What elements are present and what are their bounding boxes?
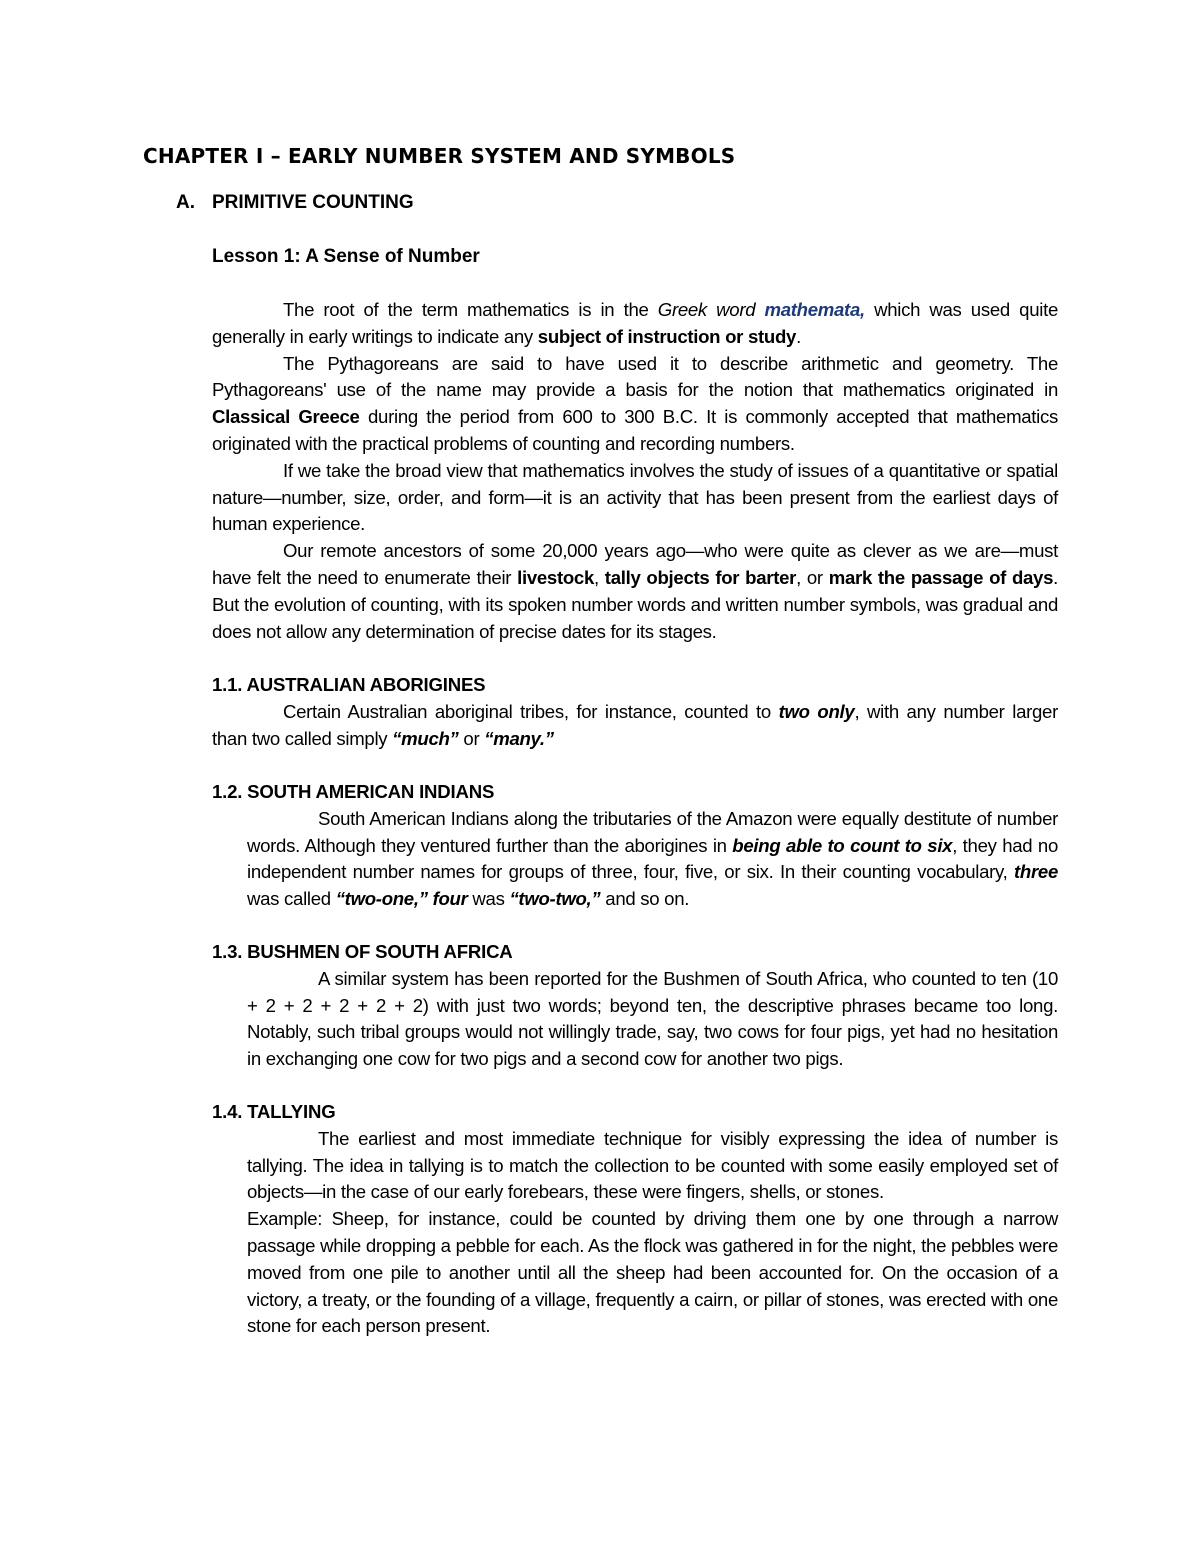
emphasis-much: “much” bbox=[392, 727, 459, 749]
emphasis-subject: subject of instruction or study bbox=[537, 325, 797, 347]
text-run: . But the evolution of counting, with its spoken number words and written number symbols, was gradual and does not allow any determination of precise dates for its stages. bbox=[212, 566, 1059, 642]
text-run: and so on. bbox=[600, 888, 690, 910]
text-run: The Pythagoreans are said to have used it to describe arithmetic and geometry. The Pythagoreans' use of the name may provide a basis for the notion that mathematics originated in bbox=[212, 352, 1058, 401]
text-run: South American Indians along the tributaries of the Amazon were equally destitute of number words. Although they ventured further than the aborigines in bbox=[247, 807, 1058, 856]
section-bushmen bbox=[212, 939, 1058, 1073]
text-run: was bbox=[467, 888, 510, 910]
intro-paragraph-3: If we take the broad view that mathematics involves the study of issues of a quantitative or spatial nature—number, size, order, and form—it is an activity that has been present from the earliest days of human experience. bbox=[212, 459, 1058, 535]
text-run: , bbox=[594, 566, 605, 588]
text-run: The root of the term mathematics is in the bbox=[283, 299, 658, 320]
subsection-paragraph bbox=[247, 806, 1058, 913]
section-title: PRIMITIVE COUNTING bbox=[212, 192, 414, 213]
subsection-heading: 1.1. AUSTRALIAN ABORIGINES bbox=[212, 674, 486, 695]
subsection-heading: 1.4. TALLYING bbox=[212, 1101, 336, 1122]
text-run: Certain Australian aboriginal tribes, for instance, counted to bbox=[283, 700, 779, 722]
chapter-title: CHAPTER I – EARLY NUMBER SYSTEM AND SYMBOLS bbox=[143, 144, 736, 168]
emphasis-two-only: two only bbox=[778, 700, 855, 722]
subsection-heading: 1.2. SOUTH AMERICAN INDIANS bbox=[212, 781, 495, 802]
intro-paragraph-4 bbox=[212, 538, 1058, 645]
subsection-paragraph: The earliest and most immediate technique for visibly expressing the idea of number is tallying. The idea in tallying is to match the collection to be counted with some easily employed set of objects—in the case of our early forebears, these were fingers, shells, or stones. bbox=[247, 1127, 1058, 1203]
text-run bbox=[755, 299, 764, 320]
text-run: or bbox=[458, 727, 485, 749]
section-south-american-indians bbox=[212, 779, 1058, 913]
emphasis-count-to-six: being able to count to six bbox=[732, 834, 953, 856]
emphasis-two-two: “two-two,” bbox=[509, 888, 601, 910]
text-run: was called bbox=[247, 888, 336, 910]
subsection-paragraph: A similar system has been reported for the Bushmen of South Africa, who counted to ten (10 + 2 + 2 + 2 + 2 + 2) with just two words; beyond ten, the descriptive phrases became too long. Notably, such tribal groups would not willingly trade, say, two cows for four pigs, yet had no hesitation in exchanging one cow for two pigs and a second cow for another two pigs. bbox=[247, 967, 1058, 1070]
text-run: during the period from 600 to 300 B.C. It is commonly accepted that mathematics originated with the practical problems of counting and recording numbers. bbox=[212, 406, 1059, 454]
section-australian-aborigines bbox=[212, 672, 1058, 752]
section-letter: A. bbox=[176, 192, 195, 213]
emphasis-two-one: “two-one,” four bbox=[335, 888, 468, 910]
text-run: which was used quite generally in early writings to indicate any bbox=[212, 299, 1058, 347]
intro-paragraph-1 bbox=[212, 297, 1058, 351]
emphasis-mark-days: mark the passage of days bbox=[828, 566, 1054, 588]
subsection-paragraph bbox=[212, 699, 1058, 753]
section-tallying bbox=[212, 1099, 1058, 1340]
subsection-heading: 1.3. BUSHMEN OF SOUTH AFRICA bbox=[212, 941, 513, 962]
term-mathemata: mathemata, bbox=[764, 299, 865, 320]
text-run: Our remote ancestors of some 20,000 years ago—who were quite as clever as we are—must have felt the need to enumerate their bbox=[212, 540, 1058, 588]
intro-paragraph-2 bbox=[212, 351, 1058, 458]
emphasis-livestock: livestock bbox=[517, 566, 594, 588]
emphasis-classical-greece: Classical Greece bbox=[212, 406, 360, 428]
text-run: . bbox=[796, 325, 801, 347]
section-heading bbox=[176, 192, 414, 214]
emphasis-three: three bbox=[1014, 861, 1058, 883]
text-run: , or bbox=[796, 566, 829, 588]
emphasis-many: “many.” bbox=[484, 727, 554, 749]
greek-word-phrase: Greek word bbox=[657, 299, 756, 320]
intro-section bbox=[212, 297, 1058, 645]
text-run: , they had no independent number names for groups of three, four, five, or six. In their counting vocabulary, bbox=[247, 834, 1058, 883]
emphasis-tally: tally objects for barter bbox=[604, 566, 797, 588]
lesson-title: Lesson 1: A Sense of Number bbox=[212, 246, 480, 267]
text-run: , with any number larger than two called simply bbox=[212, 700, 1058, 749]
example-paragraph: Example: Sheep, for instance, could be counted by driving them one by one through a narrow passage while dropping a pebble for each. As the flock was gathered in for the night, the pebbles were moved from one pile to another until all the sheep had been accounted for. On the occasion of a victory, a treaty, or the founding of a village, frequently a cairn, or pillar of stones, was erected with one stone for each person present. bbox=[247, 1208, 1058, 1337]
